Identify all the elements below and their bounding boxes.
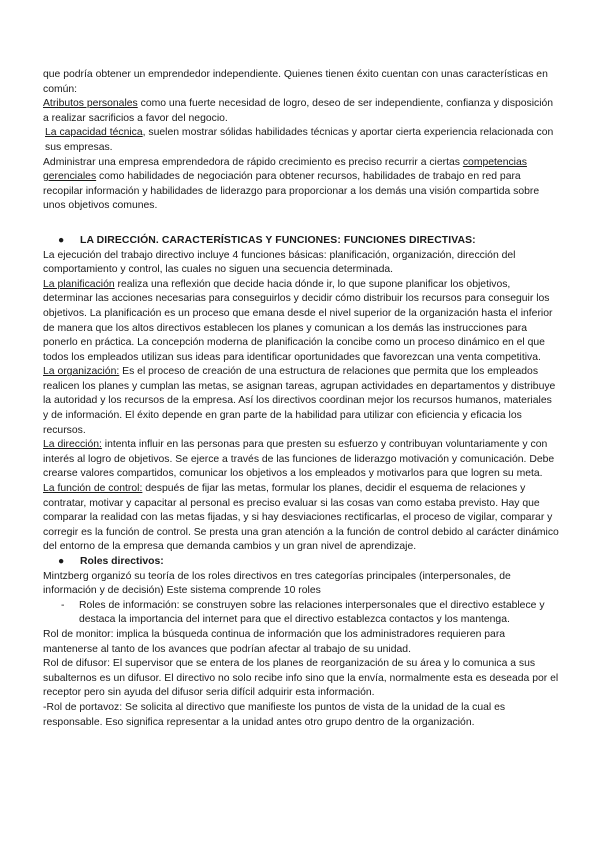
organization-text: Es el proceso de creación de una estructura de relaciones que permita que los empleados realicen los planes y cumplan las metas, se asignan tareas, agrupan actividades en departamentos y distribuye la autoridad y los recursos de la empresa. Así los directivos coordinan mejor los recursos humanos, materiales y de información. El éxito depende en gran parte de la habilidad para utilizar con eficiencia y eficacia los recursos. [43, 366, 556, 436]
information-roles-item [43, 599, 559, 628]
planning-label: La planificación [43, 278, 115, 290]
control-text: después de fijar las metas, formular los planes, decidir el esquema de relaciones y contratar, motivar y capacitar al personal es preciso evaluar si las cosas van como estaba previsto. Hay que comparar la realidad con las metas fijadas, y si hay desviaciones rectificarlas, el proceso de vigilar, comparar y corregir es la función de control. Se presta una gran atención a la función de control debido al carácter dinámico del entorno de la empresa que demanda cambios y un gran nivel de aprendizaje. [43, 483, 559, 553]
control-label: La función de control: [43, 483, 143, 495]
information-roles-text: Roles de información: se construyen sobre las relaciones interpersonales que el directivo establece y destaca la importancia del internet para que el directivo establezca contactos y los mantenga. [79, 599, 545, 626]
technical-capacity-text: , suelen mostrar sólidas habilidades técnicas y aportar cierta experiencia relacionada con sus empresas. [45, 127, 554, 153]
organization-paragraph [43, 365, 559, 438]
technical-capacity-label: La capacidad técnica [45, 127, 143, 139]
planning-paragraph [43, 278, 559, 366]
technical-capacity-paragraph [43, 126, 559, 155]
roles-intro-paragraph: Mintzberg organizó su teoría de los roles directivos en tres categorías principales (interpersonales, de información y de decisión) Este sistema comprende 10 roles [43, 570, 511, 597]
direction-paragraph [43, 438, 559, 482]
bullet-icon: ● [58, 234, 65, 246]
section-heading [43, 234, 559, 249]
roles-heading [43, 555, 559, 570]
control-paragraph [43, 482, 559, 555]
management-competencies-text: como habilidades de negociación para obtener recursos, habilidades de trabajo en red para recopilar información y habilidades de liderazgo para proporcionar a los demás una visión compartida sobre unos objetivos comunes. [43, 171, 540, 212]
roles-heading-text: Roles directivos: [80, 556, 164, 567]
personal-attributes-text: como una fuerte necesidad de logro, deseo de ser independiente, confianza y disposición a realizar sacrificios a favor del negocio. [43, 98, 554, 124]
intro-paragraph: que podría obtener un emprendedor independiente. Quienes tienen éxito cuentan con unas características en común: [43, 69, 548, 95]
direction-label: La dirección: [43, 439, 102, 451]
functions-intro-paragraph: La ejecución del trabajo directivo incluye 4 funciones básicas: planificación, organización, dirección del comportamiento y control, las cuales no siguen una secuencia determinada. [43, 249, 516, 276]
section-heading-text: LA DIRECCIÓN. CARACTERÍSTICAS Y FUNCIONES: FUNCIONES DIRECTIVAS: [80, 234, 476, 246]
direction-text: intenta influir en las personas para que presten su esfuerzo y contribuyan voluntariamente y con interés al logro de objetivos. Se ejerce a través de las funciones de liderazgo motivación y comunicación. Debe crearse valores compartidos, comunicar los objetivos a los empleados y motivarlos para que logren su meta. [43, 439, 555, 480]
personal-attributes-label: Atributos personales [43, 98, 138, 110]
planning-text: realiza una reflexión que decide hacia dónde ir, lo que supone planificar los objetivos, determinar las acciones necesarias para conseguirlos y decidir cómo distribuir los recursos para conseguir los objetivos. La planificación es un proceso que emana desde el nivel superior de la organización hasta el inferior de manera que los altos directivos establecen los planes y comunican a los demás las instrucciones para ponerlo en práctica. La concepción moderna de planificación la concibe como un proceso dinámico en el que todos los empleados utilizan sus ideas para identificar oportunidades que favorezcan una venta competitiva. [43, 278, 553, 363]
management-competencies-label: competencias gerenciales [43, 156, 527, 183]
document-body [43, 68, 559, 730]
dash-marker: - [61, 599, 65, 611]
personal-attributes-paragraph [43, 97, 559, 126]
monitor-role-paragraph: Rol de monitor: implica la búsqueda continua de información que los administradores requieren para mantenerse al tanto de los avances que podrían afectar al trabajo de su unidad. [43, 628, 506, 655]
organization-label: La organización: [43, 366, 120, 378]
diffuser-role-paragraph: Rol de difusor: El supervisor que se entera de los planes de reorganización de su área y lo comunica a sus subalternos es un difusor. El directivo no solo recibe info sino que la envía, normalmente esta es deseada por el receptor pero sin ayuda del difusor seria difícil adquirir esta información. [43, 658, 559, 699]
bullet-icon: ● [58, 556, 65, 567]
management-intro-text: Administrar una empresa emprendedora de rápido crecimiento es preciso recurrir a ciertas [43, 156, 463, 168]
spokesperson-role-paragraph: -Rol de portavoz: Se solicita al directivo que manifieste los puntos de vista de la unidad de la cual es responsable. Eso significa representar a la unidad antes otro grupo dentro de la organización. [43, 701, 506, 728]
management-competencies-paragraph [43, 156, 559, 214]
